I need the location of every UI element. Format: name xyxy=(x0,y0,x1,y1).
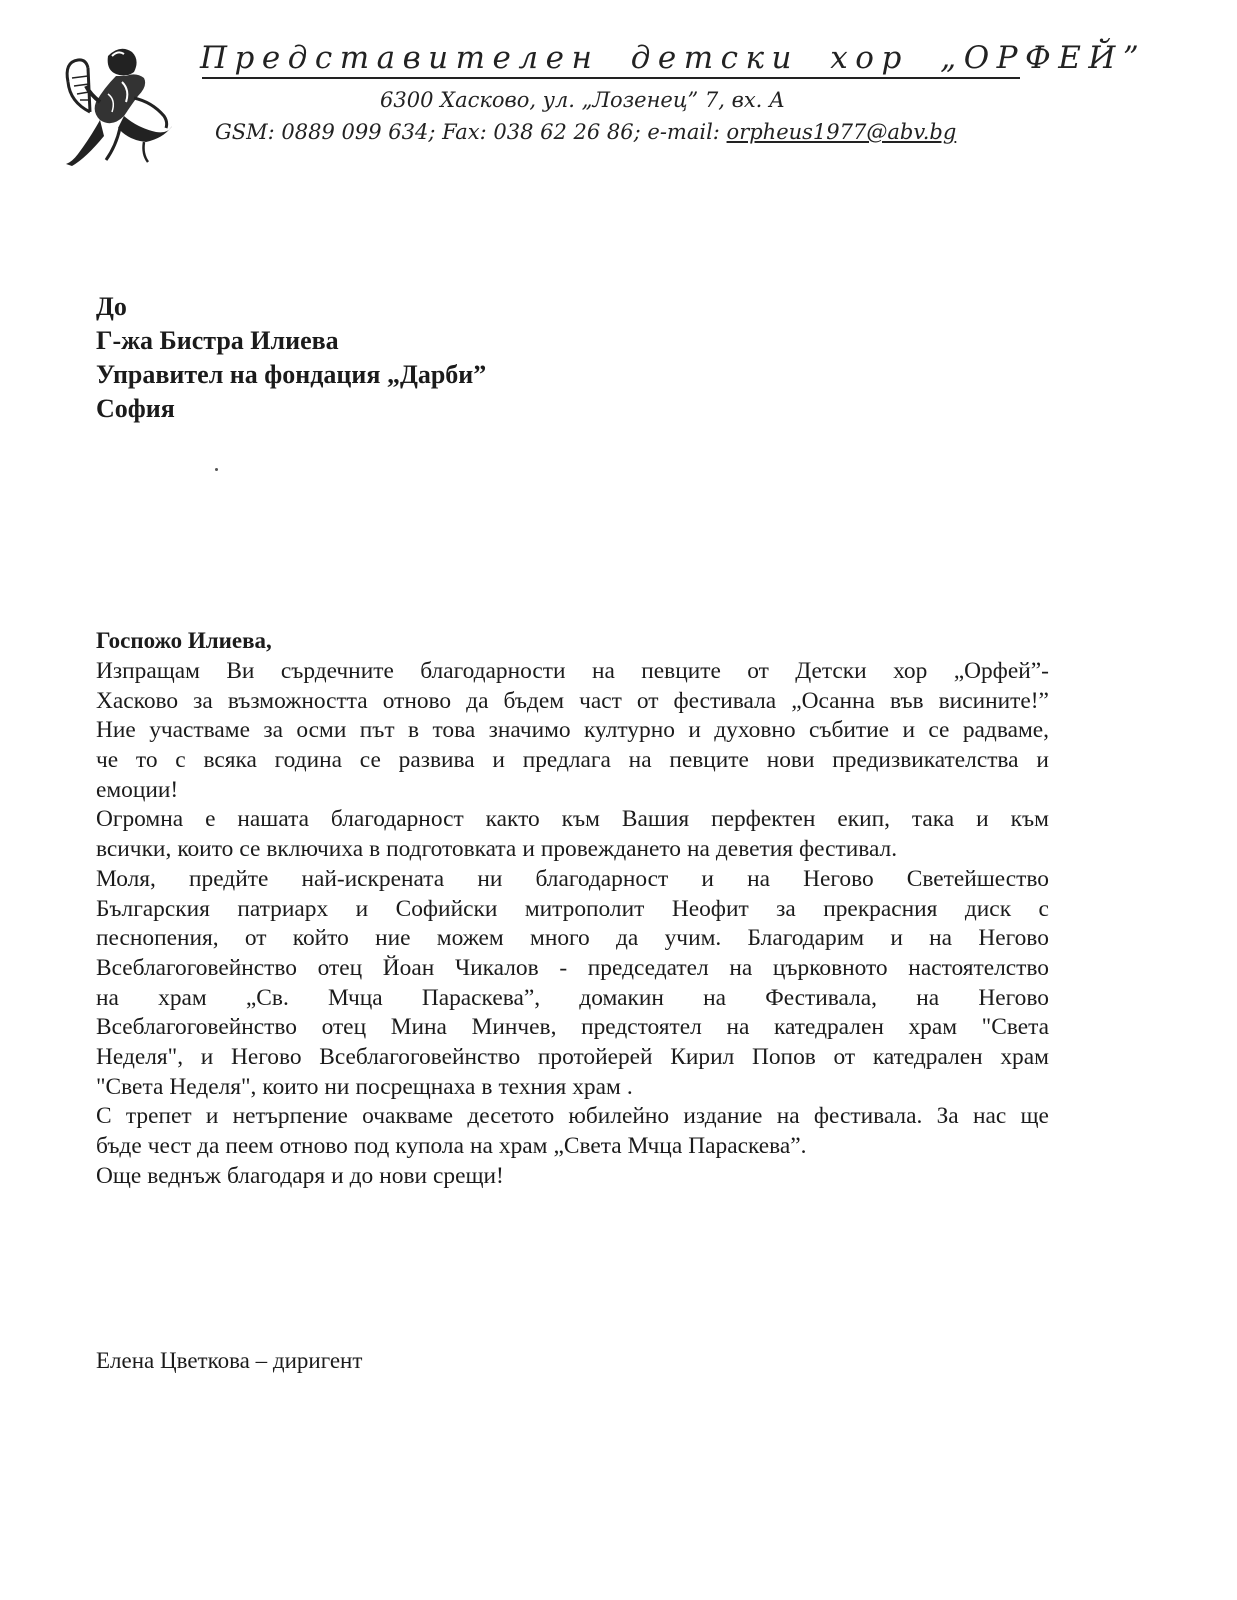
body-word: осми xyxy=(296,717,347,744)
body-word: да xyxy=(616,925,639,952)
body-word: висините!” xyxy=(938,687,1049,714)
body-word: и xyxy=(331,1162,344,1189)
body-word: десетото xyxy=(467,1103,555,1130)
scan-speck xyxy=(215,468,218,471)
body-word: Всеблагоговейнство xyxy=(96,954,297,981)
body-word: - xyxy=(559,954,568,981)
body-word: сърдечните xyxy=(280,658,394,684)
body-word: на xyxy=(916,984,940,1011)
body-word: учим. xyxy=(664,925,722,952)
body-word: певците xyxy=(641,658,721,684)
body-word: то xyxy=(135,747,158,774)
salutation: Госпожо Илиева, xyxy=(96,628,272,653)
body-word: част xyxy=(579,687,622,714)
body-word: благодарност xyxy=(330,806,464,833)
body-word: духовно xyxy=(714,717,796,744)
body-word: Мчца xyxy=(627,1133,683,1159)
body-word: нашата xyxy=(237,806,309,833)
body-word: Фестивала, xyxy=(765,984,878,1011)
body-word: "Света xyxy=(981,1014,1049,1041)
body-word: година xyxy=(274,747,343,774)
body-word: Българския xyxy=(96,895,210,922)
body-word: бъде xyxy=(96,1133,142,1159)
body-word: купола xyxy=(395,1133,464,1159)
body-word: и xyxy=(976,806,989,833)
body-word: Изпращам xyxy=(96,658,200,684)
body-word: веднъж xyxy=(147,1162,221,1189)
body-word: се xyxy=(359,747,381,774)
body-word: най-искрената xyxy=(301,865,445,892)
body-word: „Света xyxy=(553,1133,622,1159)
body-word: събитие xyxy=(809,717,890,744)
body-word: екип, xyxy=(837,806,890,833)
body-word: в xyxy=(408,717,420,744)
body-line xyxy=(96,1132,1049,1162)
body-word: значимо xyxy=(488,717,571,744)
body-word: трепет xyxy=(125,1103,192,1130)
body-word: Негово xyxy=(230,1043,302,1070)
body-word: Ние xyxy=(96,717,136,744)
body-word: от xyxy=(747,658,769,684)
body-word: които xyxy=(177,836,234,863)
body-word: Софийски xyxy=(395,895,498,922)
body-word: така xyxy=(911,806,955,833)
body-word: благодаря xyxy=(226,1162,326,1189)
body-word: "Света xyxy=(96,1073,164,1100)
body-word: бъдем xyxy=(503,687,565,714)
body-line xyxy=(96,835,1049,865)
body-word: „Осанна xyxy=(791,687,875,714)
body-word: отец xyxy=(321,1014,367,1041)
body-word: Мина xyxy=(390,1014,447,1041)
body-word: възможността xyxy=(227,687,368,714)
recipient-to: До xyxy=(96,292,127,321)
body-word: всяка xyxy=(203,747,257,774)
body-word: пеем xyxy=(225,1133,274,1159)
body-word: Светейшество xyxy=(906,865,1049,892)
body-word: можем xyxy=(436,925,504,952)
body-line xyxy=(96,865,1049,895)
body-word: Негово xyxy=(978,984,1049,1011)
body-line xyxy=(96,805,1049,835)
body-word: предйте xyxy=(189,865,269,892)
orpheus-lyre-logo-icon xyxy=(60,42,175,167)
body-word: на xyxy=(628,747,652,774)
body-word: прекрасния xyxy=(823,895,938,922)
body-word: от xyxy=(636,687,659,714)
body-word: председател xyxy=(587,954,709,981)
body-word: хор xyxy=(893,658,928,684)
body-word: на xyxy=(776,1103,800,1130)
body-word: във xyxy=(889,687,924,714)
body-line xyxy=(96,984,1049,1014)
body-word: на xyxy=(929,925,953,952)
body-word: песнопения, xyxy=(96,925,219,952)
recipient-name: Г-жа Бистра Илиева xyxy=(96,326,339,355)
body-word: провеждането xyxy=(540,836,681,863)
body-word: ние xyxy=(375,925,411,952)
body-word: това xyxy=(432,717,476,744)
body-word: които xyxy=(262,1073,319,1100)
body-word: да xyxy=(466,687,489,714)
body-word: посрещнаха xyxy=(355,1073,476,1100)
body-word: църковното xyxy=(772,954,888,981)
body-word: развива xyxy=(398,747,475,774)
body-word: храм xyxy=(498,1133,548,1159)
body-word: срещи! xyxy=(433,1162,504,1189)
body-word: че xyxy=(96,747,119,774)
body-word: и xyxy=(688,717,701,744)
body-word: Всеблагоговейнство xyxy=(319,1043,521,1070)
body-word: от xyxy=(833,1043,856,1070)
body-word: Още xyxy=(96,1162,142,1189)
body-word: нови xyxy=(379,1162,428,1189)
body-word: на xyxy=(747,865,770,892)
body-word: храм xyxy=(1000,1043,1049,1070)
body-word: е xyxy=(205,806,216,833)
body-word: на xyxy=(687,836,710,863)
body-word: С xyxy=(96,1103,112,1130)
body-word: фестивала xyxy=(673,687,777,714)
body-word: до xyxy=(349,1162,374,1189)
recipient-city: София xyxy=(96,394,175,423)
body-word: патриарх xyxy=(237,895,329,922)
body-word: на xyxy=(96,984,119,1011)
signature: Елена Цветкова – диригент xyxy=(96,1348,363,1373)
body-word: за xyxy=(263,717,283,744)
body-word: се xyxy=(239,836,261,863)
body-word: юбилейно xyxy=(568,1103,670,1130)
body-word: катедрален xyxy=(872,1043,983,1070)
body-word: и xyxy=(200,1043,214,1070)
body-word: техния xyxy=(498,1073,567,1100)
body-word: от xyxy=(244,925,267,952)
body-word: и xyxy=(355,895,369,922)
body-word: предизвикателства xyxy=(832,747,1019,774)
body-word: деветия xyxy=(715,836,793,863)
body-word: Параскева”, xyxy=(421,984,541,1011)
body-word: и xyxy=(205,1103,219,1130)
email-link[interactable]: orpheus1977@abv.bg xyxy=(726,120,957,144)
body-word: Моля, xyxy=(96,865,156,892)
body-word: на xyxy=(726,1014,750,1041)
body-word: Неделя", xyxy=(169,1073,257,1100)
body-word: фестивал. xyxy=(798,836,898,863)
body-word: Неофит xyxy=(671,895,749,922)
body-word: който xyxy=(292,925,349,952)
body-word: участваме xyxy=(149,717,250,744)
body-line xyxy=(96,1013,1049,1043)
body-line xyxy=(96,776,1049,806)
body-word: и xyxy=(492,747,505,774)
body-word: и xyxy=(1036,747,1049,774)
body-word: нетърпение xyxy=(232,1103,348,1130)
body-word: отново xyxy=(279,1133,348,1159)
body-word: Всеблагоговейнство xyxy=(96,1014,297,1041)
body-line xyxy=(96,924,1049,954)
body-word: с xyxy=(175,747,186,774)
body-word: Хасково xyxy=(96,687,179,714)
body-line xyxy=(96,1162,1049,1192)
body-word: благодарност xyxy=(535,865,669,892)
body-word: включиха xyxy=(266,836,364,863)
letterhead-title: Представителен детски хор „ОРФЕЙ” xyxy=(200,40,1147,76)
body-word: на xyxy=(469,1133,493,1159)
body-word: път xyxy=(359,717,395,744)
body-line xyxy=(96,1043,1049,1073)
body-word: на xyxy=(729,954,753,981)
body-word: ни xyxy=(324,1073,350,1100)
body-word: За xyxy=(936,1103,959,1130)
body-word: певците xyxy=(669,747,749,774)
body-word: митрополит xyxy=(524,895,645,922)
body-line xyxy=(96,1073,1049,1103)
body-word: настоятелство xyxy=(908,954,1049,981)
body-word: Йоан xyxy=(382,954,435,981)
body-line xyxy=(96,687,1049,717)
body-word: се xyxy=(928,717,950,744)
body-word: протойерей xyxy=(537,1043,653,1070)
body-word: за xyxy=(776,895,796,922)
body-word: към xyxy=(561,806,600,833)
body-word: на xyxy=(703,984,726,1011)
body-word: домакин xyxy=(579,984,664,1011)
body-word: предлага xyxy=(522,747,611,774)
recipient-block xyxy=(96,290,486,426)
body-word: подготовката xyxy=(386,836,517,863)
letterhead-address: 6300 Хасково, ул. „Лозенец” 7, вх. А xyxy=(380,88,785,112)
body-word: на xyxy=(591,658,615,684)
body-word: Благодарим xyxy=(747,925,865,952)
body-word: в xyxy=(481,1073,493,1100)
body-word: отново xyxy=(382,687,452,714)
body-word: да xyxy=(197,1133,220,1159)
body-word: „Св. xyxy=(245,984,289,1011)
body-word: храм xyxy=(158,984,207,1011)
body-word: под xyxy=(353,1133,390,1159)
body-word: Минчев, xyxy=(471,1014,557,1041)
body-word: както xyxy=(485,806,540,833)
body-line xyxy=(96,657,1049,687)
body-word: отец xyxy=(317,954,363,981)
letterhead-underline xyxy=(202,77,1020,79)
body-line xyxy=(96,1102,1049,1132)
body-word: Чикалов xyxy=(454,954,539,981)
body-word: към xyxy=(1010,806,1049,833)
body-word: с xyxy=(1038,895,1049,922)
body-word: диск xyxy=(964,895,1012,922)
body-word: Огромна xyxy=(96,806,184,833)
body-word: ще xyxy=(1020,1103,1049,1130)
letter-body xyxy=(96,657,1049,1191)
body-word: Неделя", xyxy=(96,1043,184,1070)
body-word: и xyxy=(890,925,903,952)
body-word: чест xyxy=(147,1133,192,1159)
body-word: очакваме xyxy=(362,1103,454,1130)
body-word: и xyxy=(902,717,915,744)
body-word: Мчца xyxy=(328,984,383,1011)
body-word: много xyxy=(530,925,590,952)
body-word: Попов xyxy=(751,1043,816,1070)
body-word: издание xyxy=(683,1103,763,1130)
body-word: Детски xyxy=(795,658,867,684)
body-word: за xyxy=(193,687,213,714)
body-word: емоции! xyxy=(96,776,179,803)
body-word: и xyxy=(522,836,535,863)
body-word: Параскева”. xyxy=(688,1133,807,1159)
body-word: храм xyxy=(908,1014,958,1041)
body-word: храм xyxy=(572,1073,621,1100)
body-word: в xyxy=(369,836,381,863)
body-word: всички, xyxy=(96,836,172,863)
body-word: Негово xyxy=(803,865,874,892)
body-word: . xyxy=(626,1073,633,1100)
body-line xyxy=(96,954,1049,984)
body-word: благодарности xyxy=(420,658,566,684)
body-word: Вашия xyxy=(621,806,690,833)
body-word: предстоятел xyxy=(581,1014,702,1041)
body-word: нас xyxy=(972,1103,1007,1130)
body-word: Негово xyxy=(978,925,1049,952)
body-word: „Орфей”- xyxy=(953,658,1049,684)
contacts-text: GSM: 0889 099 634; Fax: 038 62 26 86; e-mail: xyxy=(215,120,727,144)
body-line xyxy=(96,716,1049,746)
body-line xyxy=(96,746,1049,776)
body-line xyxy=(96,895,1049,925)
body-word: радваме, xyxy=(962,717,1049,744)
body-word: Кирил xyxy=(670,1043,735,1070)
body-word: ни xyxy=(477,865,503,892)
body-word: фестивала. xyxy=(813,1103,923,1130)
recipient-position: Управител на фондация „Дарби” xyxy=(96,360,487,389)
letterhead-contacts xyxy=(215,120,956,144)
body-word: нови xyxy=(766,747,815,774)
body-word: и xyxy=(701,865,714,892)
body-word: Ви xyxy=(226,658,255,684)
body-word: перфектен xyxy=(711,806,816,833)
body-word: катедрален xyxy=(774,1014,884,1041)
body-word: културно xyxy=(584,717,675,744)
